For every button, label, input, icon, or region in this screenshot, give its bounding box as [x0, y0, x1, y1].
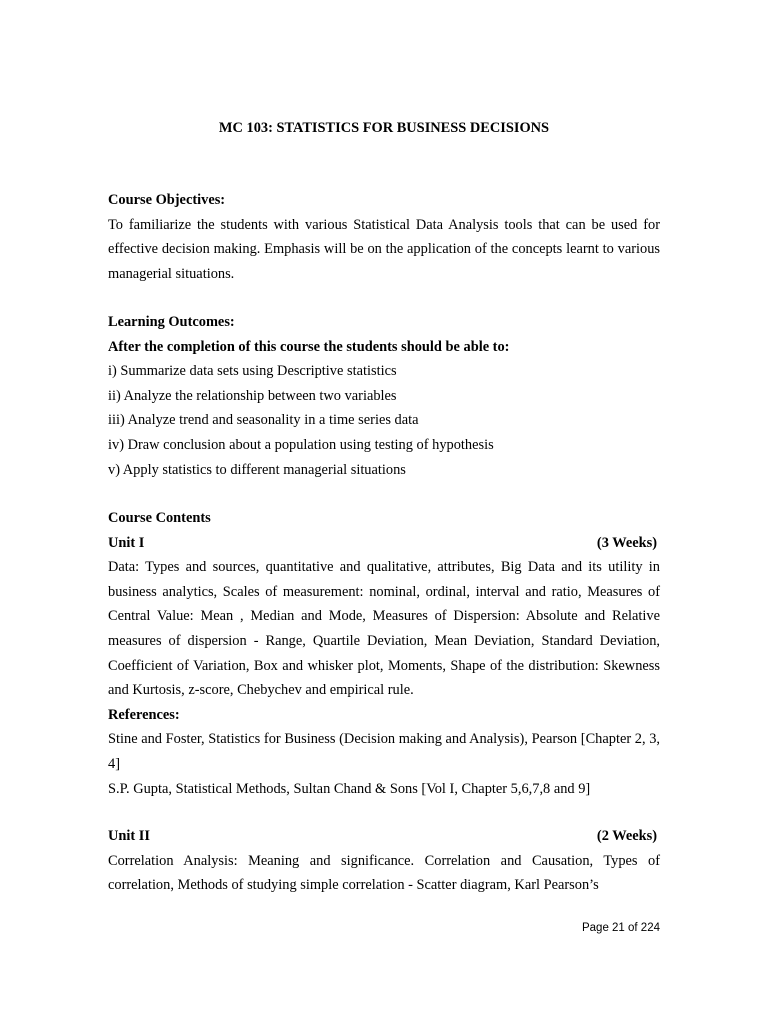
learning-outcomes-intro: After the completion of this course the students should be able to: — [108, 338, 510, 355]
unit-2-name: Unit II — [108, 828, 150, 844]
unit-1-text: Data: Types and sources, quantitative and qualitative, attributes, Big Data and its utility in business analytics, Scales of measurement: nominal, ordinal, interval and ratio, Measures of Central Value: Mean , Median and Mode, Measures of Dispersion: Absolute and Relative measures of dispersion - Range, Quartile Deviation, Mean Deviation, Standard Deviation, Coefficient of Variation, Box and whisker plot, Moments, Shape of the distribution: Skewness and Kurtosis, z-score, Chebychev and empirical rule. — [108, 559, 660, 699]
page-number: Page 21 of 224 — [581, 922, 660, 934]
learning-outcomes-section — [108, 310, 660, 482]
outcome-item: iii) Analyze trend and seasonality in a time series data — [108, 412, 419, 429]
outcome-item: v) Apply statistics to different managerial situations — [108, 461, 406, 478]
unit-1-header — [108, 531, 660, 556]
learning-outcomes-heading: Learning Outcomes: — [108, 314, 235, 330]
course-contents-heading: Course Contents — [108, 510, 211, 526]
reference-item: S.P. Gupta, Statistical Methods, Sultan Chand & Sons [Vol I, Chapter 5,6,7,8 and 9] — [108, 780, 591, 797]
unit-1-references-heading: References: — [108, 706, 180, 723]
unit-1-duration: (3 Weeks) — [596, 534, 657, 551]
course-title: MC 103: STATISTICS FOR BUSINESS DECISIONS — [218, 120, 550, 136]
course-contents-section — [108, 506, 660, 801]
outcome-item: i) Summarize data sets using Descriptive statistics — [108, 363, 397, 380]
reference-item: Stine and Foster, Statistics for Business (Decision making and Analysis), Pearson [Chapter 2, 3, 4] — [108, 731, 660, 772]
outcome-item: ii) Analyze the relationship between two variables — [108, 387, 397, 404]
course-objectives-text: To familiarize the students with various Statistical Data Analysis tools that can be used for effective decision making. Emphasis will be on the application of the concepts learnt to various managerial situations. — [108, 216, 660, 282]
unit-2-header — [108, 824, 660, 849]
course-objectives-section — [108, 188, 660, 286]
unit-2-duration: (2 Weeks) — [596, 828, 657, 844]
outcome-item: iv) Draw conclusion about a population using testing of hypothesis — [108, 436, 494, 453]
unit-1-name: Unit I — [108, 534, 145, 551]
unit-2-section — [108, 824, 660, 898]
unit-2-text: Correlation Analysis: Meaning and significance. Correlation and Causation, Types of correlation, Methods of studying simple correlation - Scatter diagram, Karl Pearson’s — [108, 852, 660, 894]
course-objectives-heading: Course Objectives: — [108, 192, 226, 208]
